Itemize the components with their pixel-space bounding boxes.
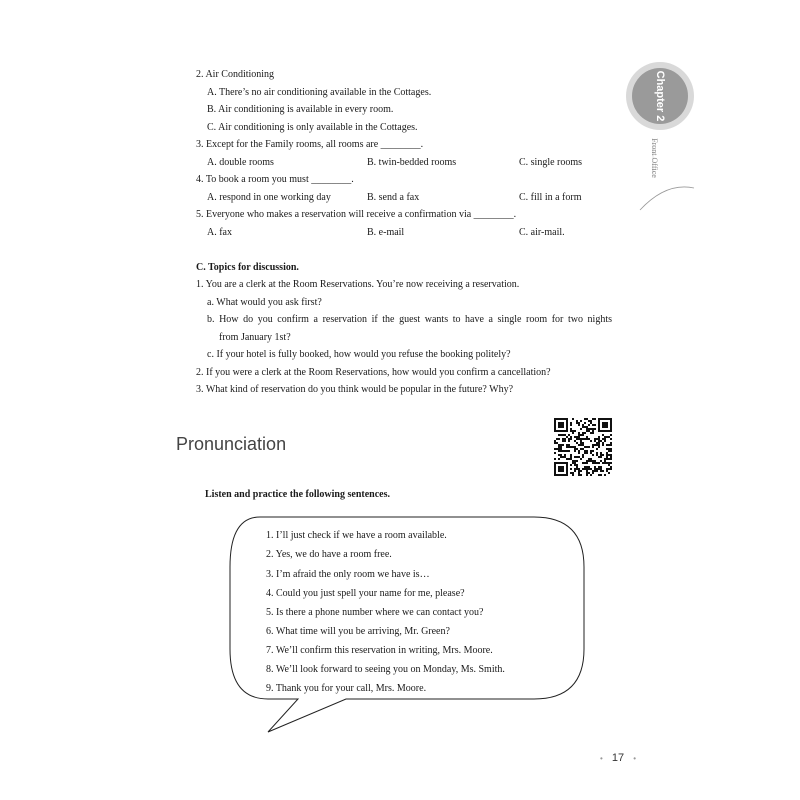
question-stem: 3. Except for the Family rooms, all rooms are ________. bbox=[196, 139, 424, 150]
option: B. send a fax bbox=[367, 192, 420, 203]
option: A. There’s no air conditioning available in the Cottages. bbox=[207, 87, 432, 98]
option: C. air-mail. bbox=[519, 227, 565, 238]
bullet-right: • bbox=[633, 754, 636, 763]
option: C. Air conditioning is only available in the Cottages. bbox=[207, 122, 418, 133]
qr-code[interactable] bbox=[554, 418, 612, 476]
option: A. respond in one working day bbox=[207, 192, 331, 203]
question-stem: 4. To book a room you must ________. bbox=[196, 174, 354, 185]
discussion-line: a. What would you ask first? bbox=[207, 297, 322, 308]
option: C. fill in a form bbox=[519, 192, 582, 203]
option: B. Air conditioning is available in every room. bbox=[207, 104, 394, 115]
discussion-line: 1. You are a clerk at the Room Reservations. You’re now receiving a reservation. bbox=[196, 279, 520, 290]
sentence: 9. Thank you for your call, Mrs. Moore. bbox=[266, 683, 427, 694]
discussion-line: from January 1st? bbox=[219, 332, 291, 343]
discussion-line: b. How do you confirm a reservation if the guest wants to have a single room for two nights bbox=[207, 314, 612, 325]
sentence: 8. We’ll look forward to seeing you on Monday, Ms. Smith. bbox=[266, 664, 505, 675]
sentence: 5. Is there a phone number where we can contact you? bbox=[266, 607, 484, 618]
sentence: 2. Yes, we do have a room free. bbox=[266, 549, 392, 560]
chapter-tab bbox=[626, 60, 696, 220]
sentence: 1. I’ll just check if we have a room available. bbox=[266, 530, 447, 541]
option: B. e-mail bbox=[367, 227, 405, 238]
sentence: 4. Could you just spell your name for me, please? bbox=[266, 588, 465, 599]
instruction: Listen and practice the following sentences. bbox=[205, 489, 390, 500]
option: C. single rooms bbox=[519, 157, 583, 168]
discussion-line: c. If your hotel is fully booked, how would you refuse the booking politely? bbox=[207, 349, 511, 360]
page-number-value: 17 bbox=[611, 752, 625, 764]
discussion-heading: C. Topics for discussion. bbox=[196, 262, 299, 273]
question-stem: 5. Everyone who makes a reservation will receive a confirmation via ________. bbox=[196, 209, 517, 220]
sentence: 7. We’ll confirm this reservation in writing, Mrs. Moore. bbox=[266, 645, 493, 656]
option: A. double rooms bbox=[207, 157, 274, 168]
option: B. twin-bedded rooms bbox=[367, 157, 457, 168]
page-number bbox=[600, 752, 636, 764]
question-stem: 2. Air Conditioning bbox=[196, 69, 275, 80]
option: A. fax bbox=[207, 227, 232, 238]
discussion-line: 2. If you were a clerk at the Room Reservations, how would you confirm a cancellation? bbox=[196, 367, 551, 378]
section-label: Front Office bbox=[650, 138, 660, 178]
discussion-line: 3. What kind of reservation do you think would be popular in the future? Why? bbox=[196, 384, 514, 395]
bullet-left: • bbox=[600, 754, 603, 763]
section-title: Pronunciation bbox=[176, 434, 287, 454]
sentence: 3. I’m afraid the only room we have is… bbox=[266, 569, 430, 580]
chapter-label: Chapter 2 bbox=[654, 70, 667, 122]
sentence: 6. What time will you be arriving, Mr. Green? bbox=[266, 626, 450, 637]
